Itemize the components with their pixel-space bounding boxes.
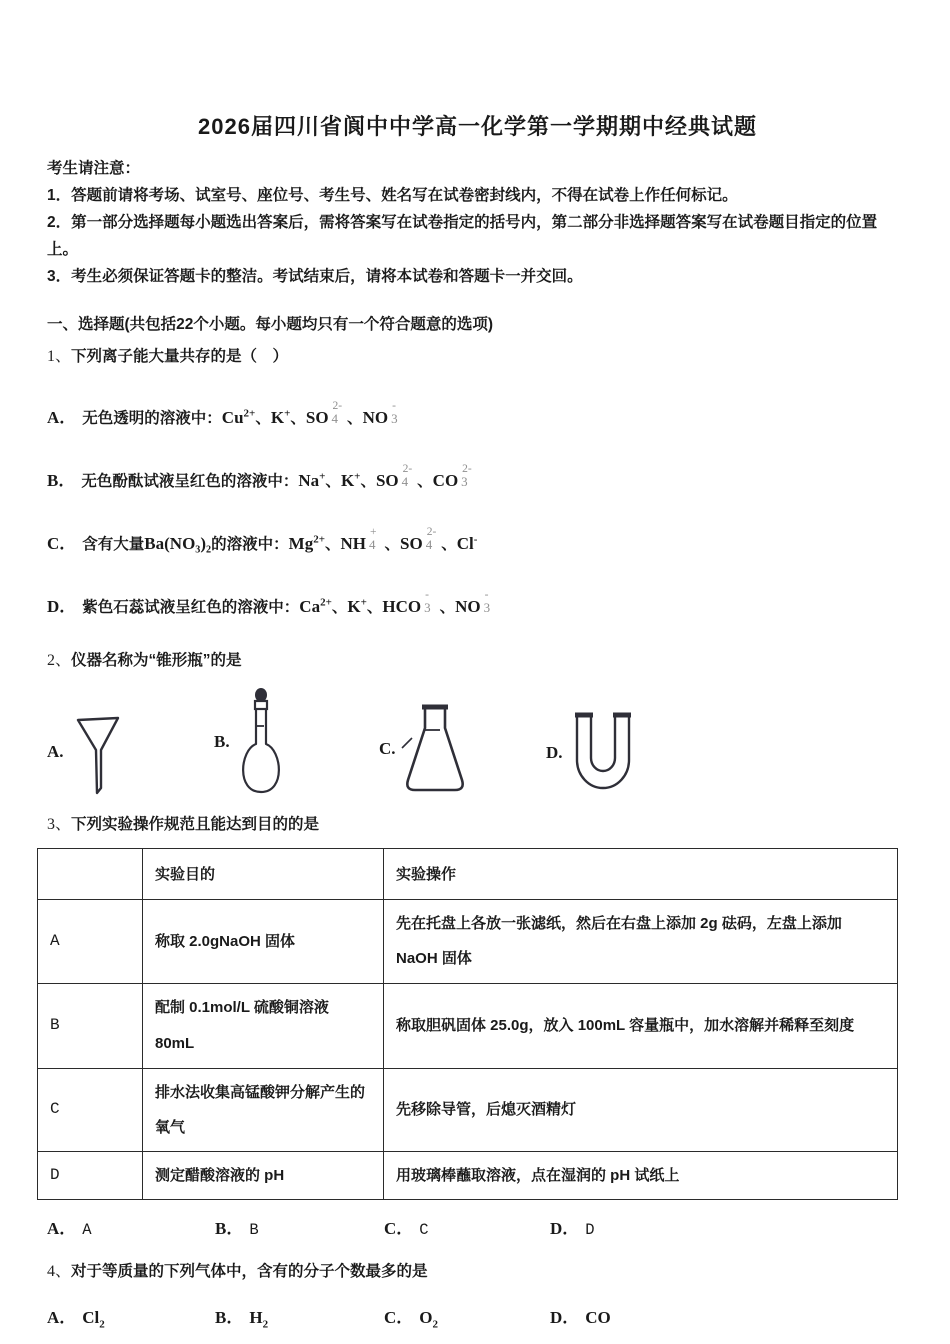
q3-table <box>37 848 898 1200</box>
q3-row-a-purpose: 称取 2.0gNaOH 固体 <box>143 900 384 984</box>
question-2-text: 仪器名称为“锥形瓶”的是 <box>71 652 242 669</box>
q3-row-a-letter: A <box>38 900 143 984</box>
q4-option-b-label: B． <box>215 1308 244 1328</box>
q3-row-b-purpose: 配制 0.1mol/L 硫酸铜溶液 80mL <box>143 983 384 1068</box>
q3-header-purpose: 实验目的 <box>143 849 384 900</box>
question-3-text: 下列实验操作规范且能达到目的的是 <box>71 816 320 833</box>
question-3 <box>47 814 908 836</box>
question-4 <box>47 1261 908 1283</box>
q4-option-c-formula: $O_2$ <box>419 1308 439 1331</box>
q3-header-letter <box>38 849 143 900</box>
funnel-icon <box>68 706 126 798</box>
notice-item: 1．答题前请将考场、试室号、座位号、考生号、姓名写在试卷密封线内，不得在试卷上作任何标记。 <box>47 187 738 204</box>
q3-row-c-operation: 先移除导管，后熄灭酒精灯 <box>384 1068 898 1152</box>
q3-answer-b <box>215 1214 384 1239</box>
question-1 <box>47 346 908 368</box>
q3-row-d-purpose: 测定醋酸溶液的 pH <box>143 1152 384 1200</box>
q3-answer-d <box>550 1214 595 1239</box>
q1-option-d-content: 紫色石蕊试液呈红色的溶液中：$Ca^{2+}$、K+、HCO 3 - 、NO 3 - <box>82 589 491 616</box>
notice-block <box>47 155 908 290</box>
q1-option-c <box>47 526 908 557</box>
section-heading: 一、选择题(共包括22个小题。每小题均只有一个符合题意的选项) <box>47 316 494 333</box>
q3-answer-a-value: A <box>82 1221 92 1240</box>
q1-option-d <box>47 589 908 620</box>
question-4-text: 对于等质量的下列气体中，含有的分子个数最多的是 <box>71 1263 428 1281</box>
q3-answer-a <box>47 1214 215 1239</box>
q3-table-row-c <box>38 1068 898 1152</box>
volumetric-flask-icon <box>234 686 290 798</box>
q4-option-d-label: D． <box>550 1308 580 1328</box>
page-title: 2026届四川省阆中中学高一化学第一学期期中经典试题 <box>198 114 757 139</box>
question-3-number: 3、 <box>47 816 72 833</box>
q2-option-a-label: A. <box>47 742 64 761</box>
q4-option-c <box>384 1303 550 1331</box>
q1-option-d-label: D． <box>47 597 77 616</box>
q2-option-d <box>546 708 639 798</box>
notice-item: 2．第一部分选择题每小题选出答案后，需将答案写在试卷指定的括号内，第二部分非选择题答案写在试卷题目指定的位置上。 <box>47 214 878 258</box>
q3-table-row-a <box>38 900 898 984</box>
notice-item: 3．考生必须保证答题卡的整洁。考试结束后，请将本试卷和答题卡一并交回。 <box>47 268 583 285</box>
q4-option-d <box>550 1303 611 1328</box>
q4-option-d-formula: CO <box>585 1308 611 1328</box>
q3-answer-c-value: C <box>419 1221 429 1240</box>
q2-option-d-label: D. <box>546 743 563 762</box>
q2-option-a <box>47 706 214 798</box>
question-1-number: 1、 <box>47 348 72 365</box>
q3-header-operation: 实验操作 <box>384 849 898 900</box>
q4-options-row <box>47 1303 908 1331</box>
q2-apparatus-row <box>47 680 908 798</box>
q3-answer-d-value: D <box>585 1221 595 1240</box>
q3-row-b-operation: 称取胆矾固体 25.0g，放入 100mL 容量瓶中，加水溶解并稀释至刻度 <box>384 983 898 1068</box>
q3-answer-b-value: B <box>249 1221 259 1240</box>
q3-table-header-row <box>38 849 898 900</box>
q1-option-b-content: 无色酚酞试液呈红色的溶液中：Na+、K+、SO 4 2- 、CO 3 2- <box>81 463 472 490</box>
q4-option-c-label: C． <box>384 1308 414 1328</box>
question-4-number: 4、 <box>47 1263 72 1281</box>
notice-heading: 考生请注意： <box>47 160 141 177</box>
q2-option-c-label: C. <box>379 739 396 758</box>
q3-answer-a-label: A． <box>47 1219 77 1239</box>
q3-row-b-letter: B <box>38 983 143 1068</box>
q3-row-c-letter: C <box>38 1068 143 1152</box>
q4-option-b-formula: $H_2$ <box>249 1308 269 1331</box>
q4-option-b <box>215 1303 384 1331</box>
q3-row-a-operation: 先在托盘上各放一张滤纸，然后在右盘上添加 2g 砝码，左盘上添加 NaOH 固体 <box>384 900 898 984</box>
q3-answer-b-label: B． <box>215 1219 244 1239</box>
q1-option-b <box>47 463 908 494</box>
q1-option-a <box>47 400 908 431</box>
q2-option-b <box>214 686 379 798</box>
erlenmeyer-flask-icon <box>400 700 472 798</box>
q3-answer-c-label: C． <box>384 1219 414 1239</box>
q4-option-a-label: A． <box>47 1308 77 1328</box>
q4-option-a <box>47 1303 215 1331</box>
q3-answer-c <box>384 1214 550 1239</box>
q1-option-c-label: C． <box>47 534 77 553</box>
q4-option-a-formula: $Cl_2$ <box>82 1308 105 1331</box>
q3-answer-row <box>47 1214 908 1239</box>
q2-option-c <box>379 700 546 798</box>
question-2-number: 2、 <box>47 652 72 669</box>
question-1-text: 下列离子能大量共存的是（ ） <box>71 348 289 365</box>
q1-option-a-content: 无色透明的溶液中：$Cu^{2+}$、K+、SO 4 2- 、NO 3 - <box>82 400 398 427</box>
q3-row-c-purpose: 排水法收集高锰酸钾分解产生的氧气 <box>143 1068 384 1152</box>
q3-row-d-letter: D <box>38 1152 143 1200</box>
q3-row-d-operation: 用玻璃棒蘸取溶液，点在湿润的 pH 试纸上 <box>384 1152 898 1200</box>
q3-table-row-b <box>38 983 898 1068</box>
u-tube-icon <box>567 708 639 798</box>
q3-table-row-d <box>38 1152 898 1200</box>
q2-option-b-label: B. <box>214 732 230 751</box>
q1-option-a-label: A． <box>47 408 77 427</box>
q1-option-b-label: B． <box>47 471 76 490</box>
question-2 <box>47 650 908 672</box>
q3-answer-d-label: D． <box>550 1219 580 1239</box>
q1-option-c-content: 含有大量Ba(NO₃)₂的溶液中：$Mg^{2+}$、NH 4 + 、SO 4 2- 、Cl- <box>82 526 478 553</box>
